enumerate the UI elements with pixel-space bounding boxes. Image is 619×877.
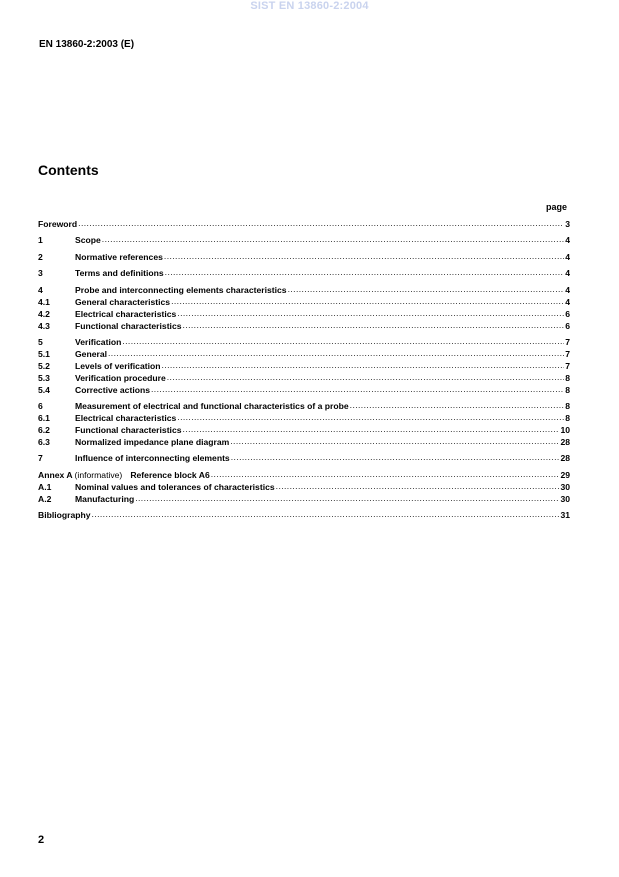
toc-entry-1[interactable] [38,235,570,247]
toc-entry-2[interactable] [38,252,570,264]
toc-entry-page: 3 [565,218,570,229]
dot-leader [92,509,560,521]
toc-entry-page: 30 [560,493,570,504]
dot-leader [183,424,560,436]
toc-entry-page: 31 [560,510,570,521]
dot-leader [165,267,565,279]
dot-leader [177,308,564,320]
toc-entry-title: General characteristics [75,296,171,307]
watermark: SIST EN 13860-2:2004 [250,0,369,12]
toc-entry-title: Normative references [75,251,163,262]
toc-entry-number: 3 [38,268,43,279]
toc-entry-title: General [75,348,108,359]
contents-heading: Contents [38,162,99,178]
toc-entry-title: Normalized impedance plane diagram [75,436,230,447]
toc-entry-title: Probe and interconnecting elements characteristics [75,284,287,295]
toc-entry-7[interactable] [38,453,570,465]
toc-entry-number: 6.3 [38,436,50,447]
dot-leader [167,372,564,384]
toc-entry-title: Influence of interconnecting elements [75,453,230,464]
toc-entry-number: 4.3 [38,320,50,331]
toc-entry-title: Reference block A6 [130,469,210,480]
toc-entry-6-3[interactable] [38,437,570,449]
dot-leader [288,284,565,296]
toc-entry-page: 8 [565,413,570,424]
toc-entry-page: 7 [565,348,570,359]
toc-entry-number: 5.1 [38,348,50,359]
toc-entry-a-2[interactable] [38,494,570,506]
toc-entry-page: 7 [565,360,570,371]
toc-entry-title: Terms and definitions [75,268,164,279]
toc-entry-number: 1 [38,235,43,246]
dot-leader [350,400,565,412]
toc-entry-title: Electrical characteristics [75,308,177,319]
toc-annex-normative-status: (informative) [74,469,123,480]
toc-entry-page: 4 [565,235,570,246]
dot-leader [164,251,564,263]
dot-leader [102,234,564,246]
page-column-label: page [545,202,567,212]
toc-entry-page: 8 [565,372,570,383]
toc-entry-page: 29 [560,469,570,480]
toc-entry-page: 4 [565,284,570,295]
toc-entry-title: Functional characteristics [75,320,182,331]
toc-entry-page: 8 [565,384,570,395]
toc-entry-title: Functional characteristics [75,424,182,435]
dot-leader [183,320,565,332]
toc-entry-page: 7 [565,337,570,348]
toc-entry-number: 5 [38,337,43,348]
toc-entry-title: Bibliography [38,510,91,521]
toc-entry-bibliography[interactable] [38,510,570,522]
toc-entry-page: 28 [560,436,570,447]
toc-entry-title: Scope [75,235,101,246]
dot-leader [162,360,565,372]
toc-entry-number: A.1 [38,481,52,492]
toc-entry-number: 6.1 [38,413,50,424]
toc-entry-title: Nominal values and tolerances of characteristics [75,481,275,492]
dot-leader [177,412,564,424]
dot-leader [211,469,560,481]
toc-entry-page: 8 [565,401,570,412]
toc-entry-page: 28 [560,453,570,464]
toc-entry-title: Verification procedure [75,372,166,383]
toc-entry-number: 5.2 [38,360,50,371]
toc-entry-number: 5.4 [38,384,50,395]
toc-entry-number: 2 [38,251,43,262]
dot-leader [230,436,559,448]
toc-entry-page: 6 [565,320,570,331]
dot-leader [108,348,564,360]
document-identifier: EN 13860-2:2003 (E) [39,39,135,50]
toc-entry-title: Measurement of electrical and functional characteristics of a probe [75,401,349,412]
dot-leader [171,296,564,308]
toc-entry-number: 4 [38,284,43,295]
dot-leader [151,384,564,396]
toc-entry-number: 4.2 [38,308,50,319]
toc-entry-page: 4 [565,251,570,262]
toc-entry-title: Foreword [38,218,78,229]
toc-entry-page: 4 [565,268,570,279]
dot-leader [135,493,559,505]
dot-leader [78,218,564,230]
toc-entry-title: Electrical characteristics [75,413,177,424]
toc-entry-title: Corrective actions [75,384,150,395]
toc-annex-label: Annex A [38,469,73,480]
toc-entry-4-3[interactable] [38,321,570,333]
toc-entry-number: A.2 [38,493,52,504]
toc-entry-number: 7 [38,453,43,464]
toc-entry-3[interactable] [38,268,570,280]
toc-entry-title: Manufacturing [75,493,135,504]
toc-entry-number: 6.2 [38,424,50,435]
toc-entry-number: 5.3 [38,372,50,383]
dot-leader [122,336,564,348]
toc-entry-page: 30 [560,481,570,492]
table-of-contents [38,219,570,522]
toc-entry-page: 6 [565,308,570,319]
toc-entry-title: Levels of verification [75,360,161,371]
toc-entry-number: 4.1 [38,296,50,307]
toc-entry-page: 10 [560,424,570,435]
dot-leader [276,481,560,493]
toc-entry-foreword[interactable] [38,219,570,231]
toc-entry-number: 6 [38,401,43,412]
dot-leader [231,452,560,464]
toc-entry-title: Verification [75,337,122,348]
toc-entry-5-4[interactable] [38,385,570,397]
toc-entry-page: 4 [565,296,570,307]
page-number: 2 [38,834,45,846]
